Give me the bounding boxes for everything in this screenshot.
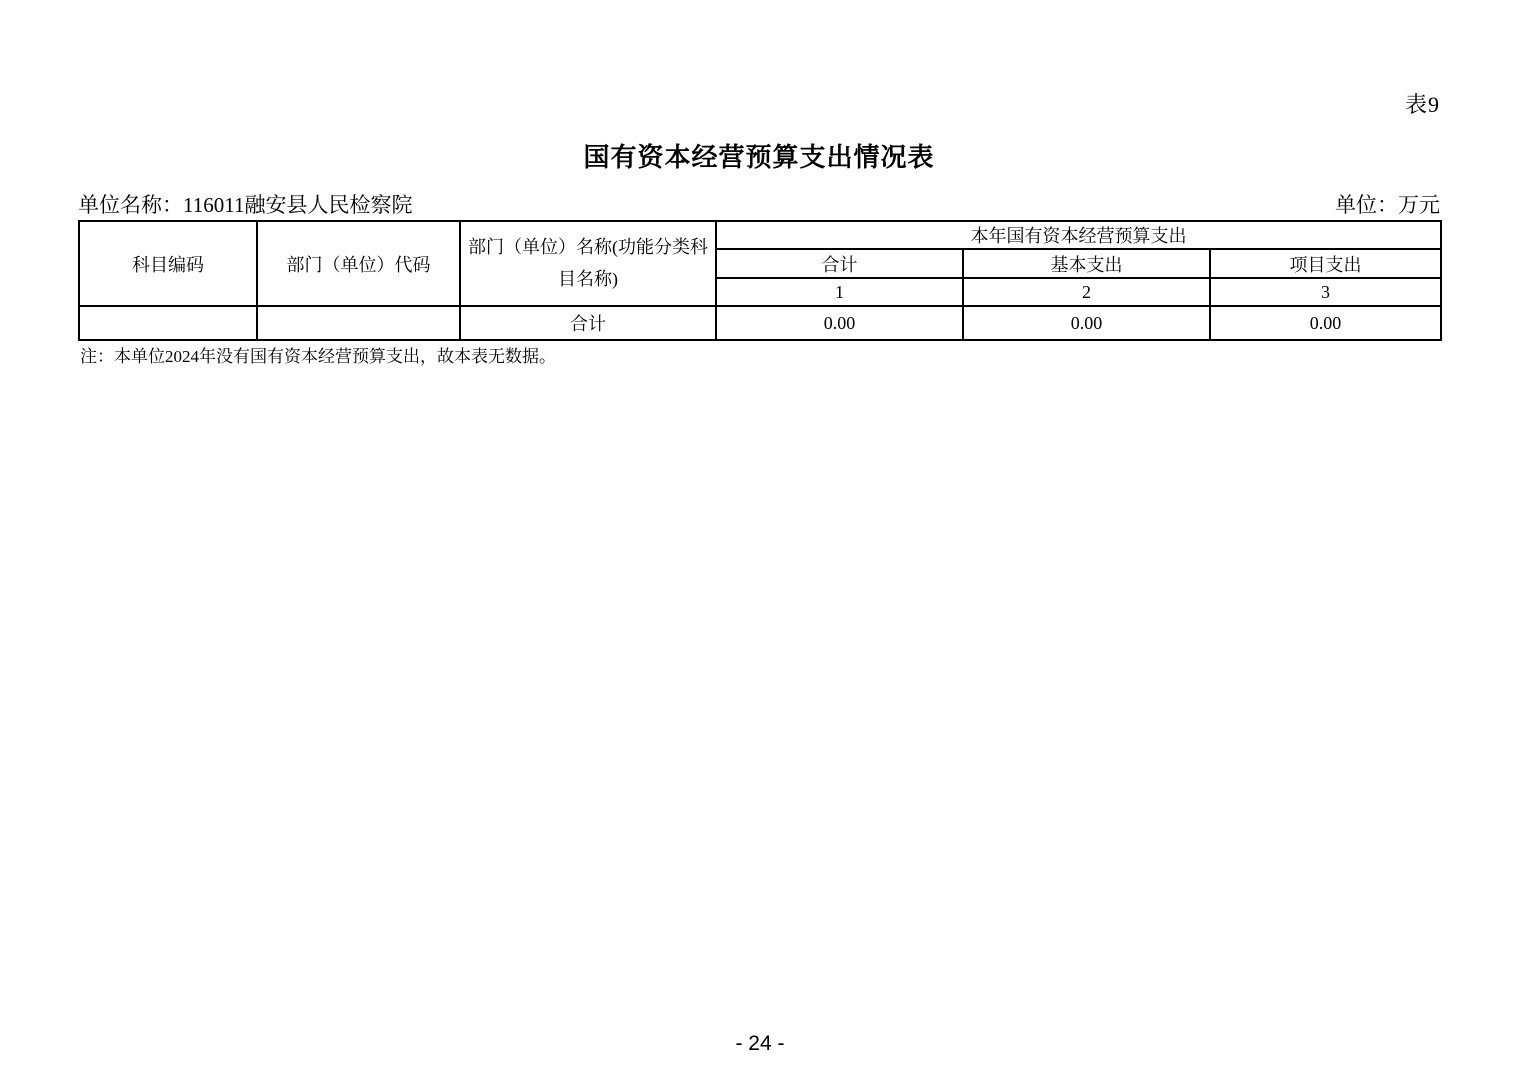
budget-expenditure-table xyxy=(78,220,1442,341)
header-dept-code: 部门（单位）代码 xyxy=(257,221,460,306)
cell-basic-value: 0.00 xyxy=(963,306,1210,340)
cell-project-value: 0.00 xyxy=(1210,306,1441,340)
table-note: 注：本单位2024年没有国有资本经营预算支出，故本表无数据。 xyxy=(80,347,556,366)
cell-subject-code xyxy=(79,306,257,340)
cell-dept-name: 合计 xyxy=(460,306,716,340)
header-group-current-year-expenditure: 本年国有资本经营预算支出 xyxy=(716,221,1441,249)
header-total: 合计 xyxy=(716,249,963,278)
header-dept-name: 部门（单位）名称(功能分类科目名称) xyxy=(460,221,716,306)
sheet-label: 表9 xyxy=(1404,92,1440,117)
cell-dept-code xyxy=(257,306,460,340)
table-meta-row xyxy=(78,189,1440,219)
header-row-group xyxy=(79,221,1441,249)
header-subject-code: 科目编码 xyxy=(79,221,257,306)
page-number: - 24 - xyxy=(735,1032,785,1055)
page-title: 国有资本经营预算支出情况表 xyxy=(583,143,935,172)
header-basic-expenditure: 基本支出 xyxy=(963,249,1210,278)
column-number-2: 2 xyxy=(963,278,1210,306)
unit-name-label: 单位名称：116011融安县人民检察院 xyxy=(78,193,413,217)
cell-total-value: 0.00 xyxy=(716,306,963,340)
table-row-total xyxy=(79,306,1441,340)
column-number-1: 1 xyxy=(716,278,963,306)
header-project-expenditure: 项目支出 xyxy=(1210,249,1441,278)
column-number-3: 3 xyxy=(1210,278,1441,306)
currency-unit-label: 单位：万元 xyxy=(1335,193,1440,217)
